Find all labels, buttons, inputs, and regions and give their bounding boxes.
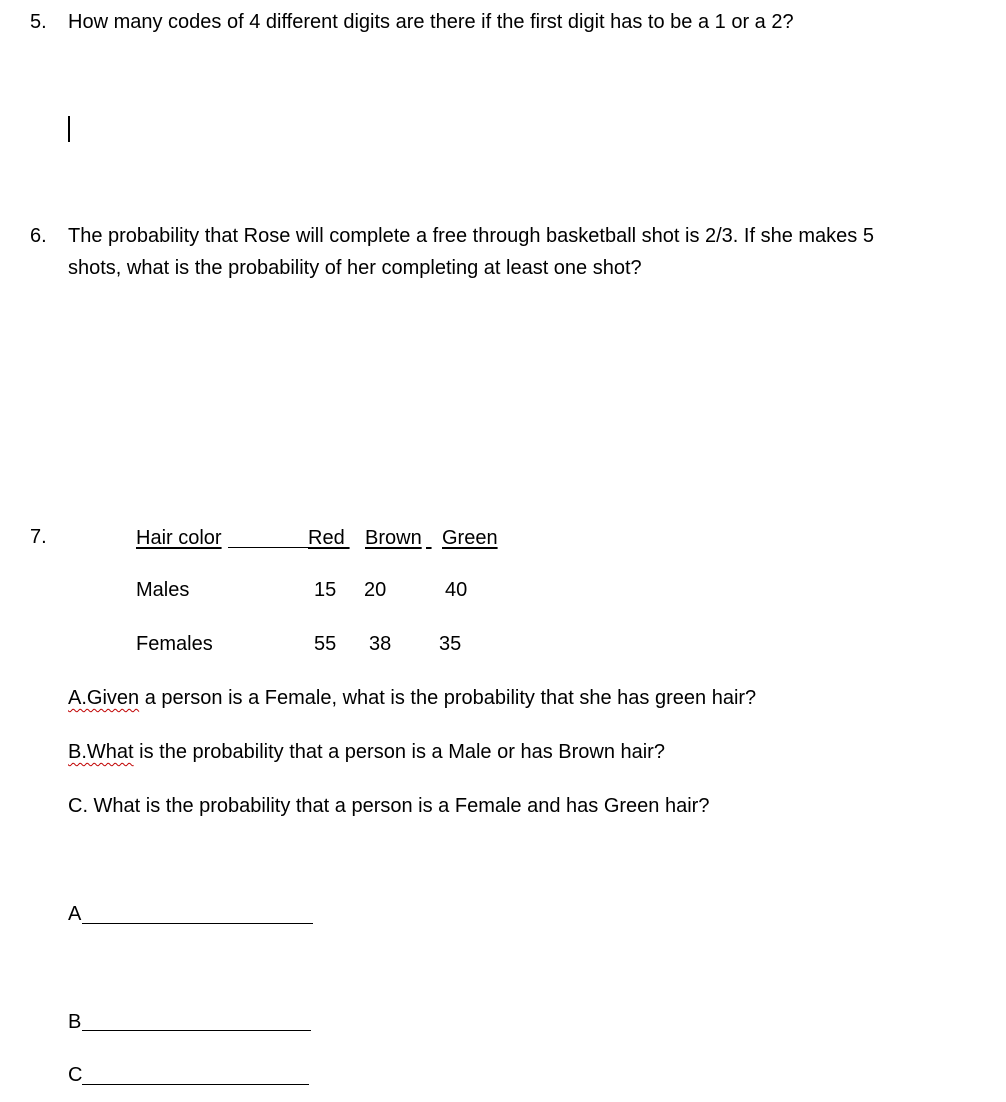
table-header-green: Green <box>442 527 498 549</box>
question-7-part-b <box>68 742 665 762</box>
table-header-hair-color: Hair color <box>136 527 222 549</box>
question-7-part-c: C. What is the probability that a person is a Female and has Green hair? <box>68 795 710 817</box>
part-a-text: a person is a Female, what is the probability that she has green hair? <box>139 687 757 709</box>
part-b-prefix: B.What <box>68 741 134 763</box>
question-5-text: How many codes of 4 different digits are there if the first digit has to be a 1 or a 2? <box>68 11 794 33</box>
row-males-brown: 20 <box>364 579 387 601</box>
answer-b-label: B <box>68 1011 82 1033</box>
row-males-red: 15 <box>314 579 337 601</box>
row-males-green: 40 <box>445 579 468 601</box>
row-females-brown: 38 <box>369 633 392 655</box>
header-spacer-1 <box>344 528 365 548</box>
question-6-line-1: The probability that Rose will complete a free through basketball shot is 2/3. If she makes 5 <box>68 225 874 247</box>
table-header-red: Red <box>308 527 345 549</box>
row-females-green: 35 <box>439 633 462 655</box>
part-a-prefix: A.Given <box>68 687 140 709</box>
row-males-label: Males <box>136 579 190 601</box>
answer-b-line[interactable] <box>82 1030 311 1031</box>
answer-c-line[interactable] <box>82 1084 309 1085</box>
text-cursor <box>68 116 70 142</box>
question-6-number: 6. <box>30 225 47 247</box>
row-females-red: 55 <box>314 633 337 655</box>
part-b-text: is the probability that a person is a Male or has Brown hair? <box>133 741 665 763</box>
question-6-line-2: shots, what is the probability of her completing at least one shot? <box>68 257 642 279</box>
question-7-part-a <box>68 688 756 708</box>
answer-a-line[interactable] <box>82 923 313 924</box>
answer-a-label: A <box>68 903 82 925</box>
question-5-number: 5. <box>30 11 47 33</box>
table-header-brown: Brown <box>365 527 422 549</box>
header-underline <box>228 547 308 548</box>
question-7-number: 7. <box>30 526 47 548</box>
answer-c-label: C <box>68 1064 83 1086</box>
header-spacer-2 <box>426 528 442 548</box>
row-females-label: Females <box>136 633 213 655</box>
